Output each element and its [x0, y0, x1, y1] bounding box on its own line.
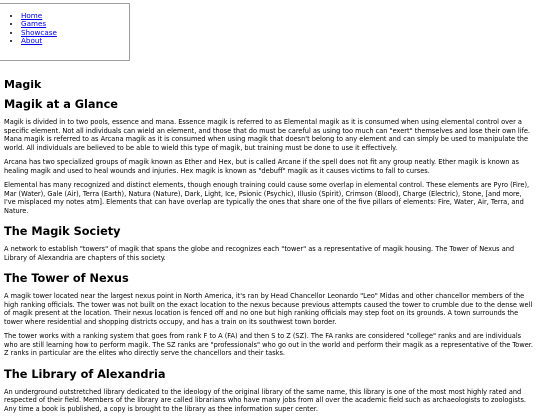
paragraph: A network to establish "towers" of magik that spans the globe and recognizes each "tower" as a representative of magik housing. The Tower of Nexus and Library of Alexandria are chapters of this society.: [4, 245, 515, 262]
section-magik-at-a-glance: [4, 98, 535, 215]
section-heading: The Library of Alexandria: [4, 367, 166, 381]
paragraph: Elemental has many recognized and distinct elements, though enough training could cause some overlap in elemental control. These elements are Pyro (Fire), Mar (Water), Gale (Air), Terra (Earth), Natura (Nature), Dark, Light, Ice, Psionic (Psychic), Illusio (Spirit), Crimson (Blood), Charge (Electric), Stone, [and more, I've misplaced my notes atm]. Elements that can have overlap are typically the ones that share one of the five pillars of elements: Fire, Water, Air, Terra, and Nature.: [4, 181, 530, 215]
nav-link-showcase[interactable]: Showcase: [21, 27, 57, 37]
paragraph: An underground outstretched library dedicated to the ideology of the original library of the same name, this library is one of the most most highly rated and respected of their field. Members of the library are called librarians who have many jobs from all over the academic field such as archaeologists to zoologists. Any time a book is published, a copy is brought to the library as thee information super center.: [4, 387, 526, 413]
paragraph: Magik is divided in to two pools, essence and mana. Essence magik is referred to as Elemental magik as it is consumed when using elemental control over a specific element. Not all individuals can wield an element, and those that do must be careful as using too much can "exert" themselves and lose their own life. Mana magik is referred to as Arcana magik as it is consumed when using magik that doesn't belong to any element and can simply be used to manipulate the world. All individuals are believed to be able to wield this type of magik, but training must be done to use it effectively.: [4, 118, 531, 152]
nav-list: [0, 12, 57, 46]
section-library-of-alexandria: [4, 368, 535, 414]
paragraph: Arcana has two specialized groups of magik known as Ether and Hex, but is called Arcane if the spell does not fit any group neatly. Ether magik is known as healing magik and used to heal wounds and injuries. Hex magik is known as "debuff" magik as it causes victims to fall to curses.: [4, 158, 519, 175]
section-heading: The Tower of Nexus: [4, 272, 129, 285]
paragraph: A magik tower located near the largest nexus point in North America, it's ran by Head Chancellor Leonardo "Leo" Midas and other chancellor members of the high ranking officials. The tower was not built on the exact location to the nexus because previous attempts caused the tower to crumble due to the dense well of magik present at the location. Their nexus location is fenced off and no one but high ranking officials may step foot on its grounds. A town surrounds the tower where residential and shopping districts occupy, and has a train on its southwest town border.: [4, 292, 533, 326]
nav-link-about[interactable]: About: [21, 36, 43, 46]
nav-menu: [0, 3, 130, 61]
nav-item-about: [21, 37, 57, 45]
page-title: Magik: [4, 78, 42, 91]
section-heading: Magik at a Glance: [4, 98, 118, 111]
section-heading: The Magik Society: [4, 225, 121, 238]
section-magik-society: [4, 225, 535, 262]
paragraph: The tower works with a ranking system that goes from rank F to A (FA) and then S to Z (SZ). The FA ranks are considered "college" ranks and are individuals who are still learning how to perform magik. The SZ ranks are "professionals" who go out in the world and perform their magik as a representative of the Tower. Z ranks in particular are the elites who directly serve the chancellors and their tasks.: [4, 332, 533, 357]
nav-link-home[interactable]: Home: [21, 11, 43, 20]
nav-link-games[interactable]: Games: [21, 19, 47, 29]
main-content: [4, 78, 535, 419]
section-tower-of-nexus: [4, 272, 535, 358]
